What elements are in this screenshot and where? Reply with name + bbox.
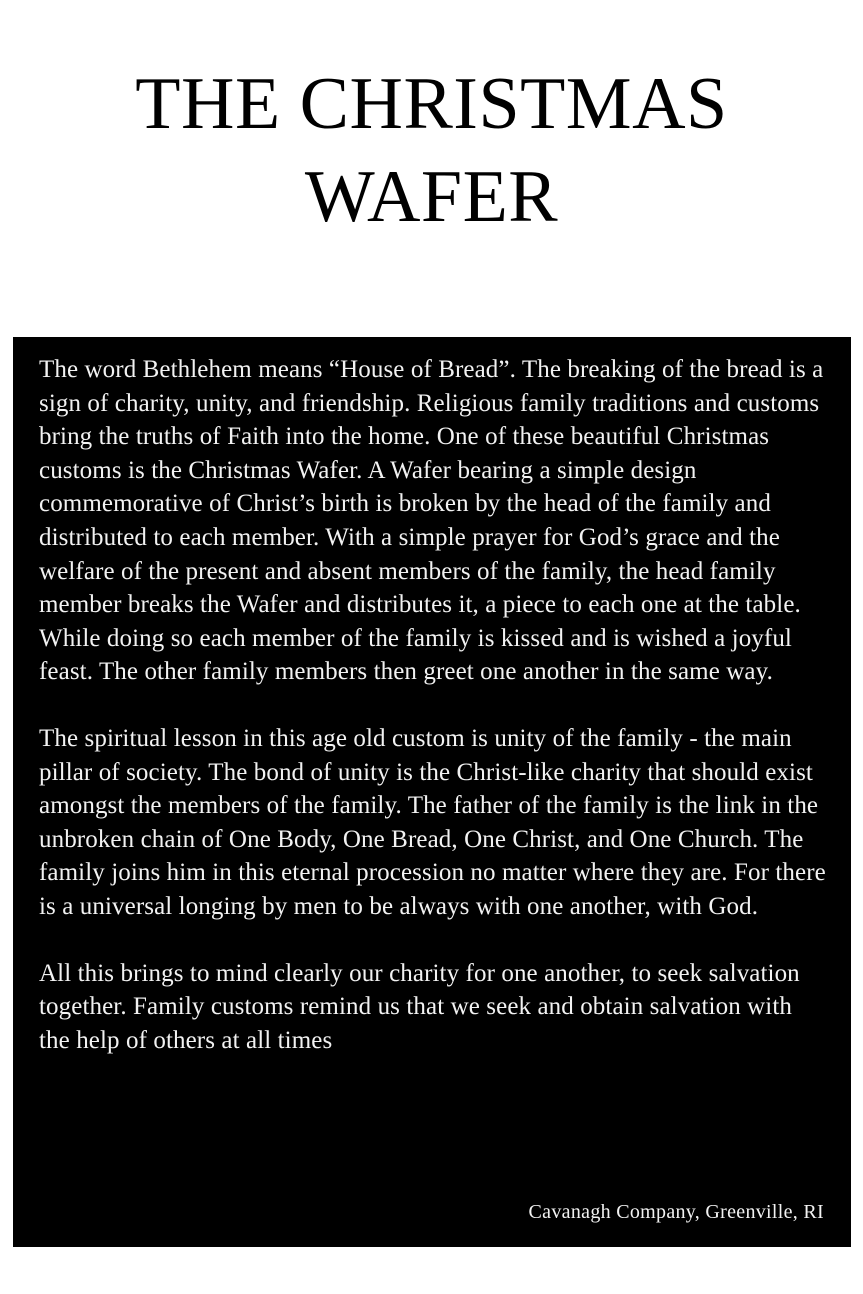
text-panel — [13, 337, 851, 1247]
title-line-1: THE CHRISTMAS — [135, 63, 728, 145]
body-paragraph-2: The spiritual lesson in this age old custom is unity of the family - the main pillar of society. The bond of unity is the Christ-like charity that should exist amongst the members of the family. The father of the family is the link in the unbroken chain of One Body, One Bread, One Christ, and One Church. The family joins him in this eternal procession no matter where they are. For there is a universal longing by men to be always with one another, with God. — [39, 724, 826, 920]
page-title — [0, 58, 863, 243]
publisher-credit: Cavanagh Company, Greenville, RI — [528, 1201, 824, 1223]
title-line-2: WAFER — [304, 155, 559, 238]
body-paragraph-1: The word Bethlehem means “House of Bread”. The breaking of the bread is a sign of charity, unity, and friendship. Religious family traditions and customs bring the truths of Faith into the home. One of these beautiful Christmas customs is the Christmas Wafer. A Wafer bearing a simple design commemorative of Christ’s birth is broken by the head of the family and distributed to each member. With a simple prayer for God’s grace and the welfare of the present and absent members of the family, the head family member breaks the Wafer and distributes it, a piece to each one at the table. While doing so each member of the family is kissed and is wished a joyful feast. The other family members then greet one another in the same way. — [39, 356, 824, 686]
body-paragraph-3: All this brings to mind clearly our charity for one another, to seek salvation together. Family customs remind us that we seek and obtain salvation with the help of others at all times — [39, 959, 800, 1054]
